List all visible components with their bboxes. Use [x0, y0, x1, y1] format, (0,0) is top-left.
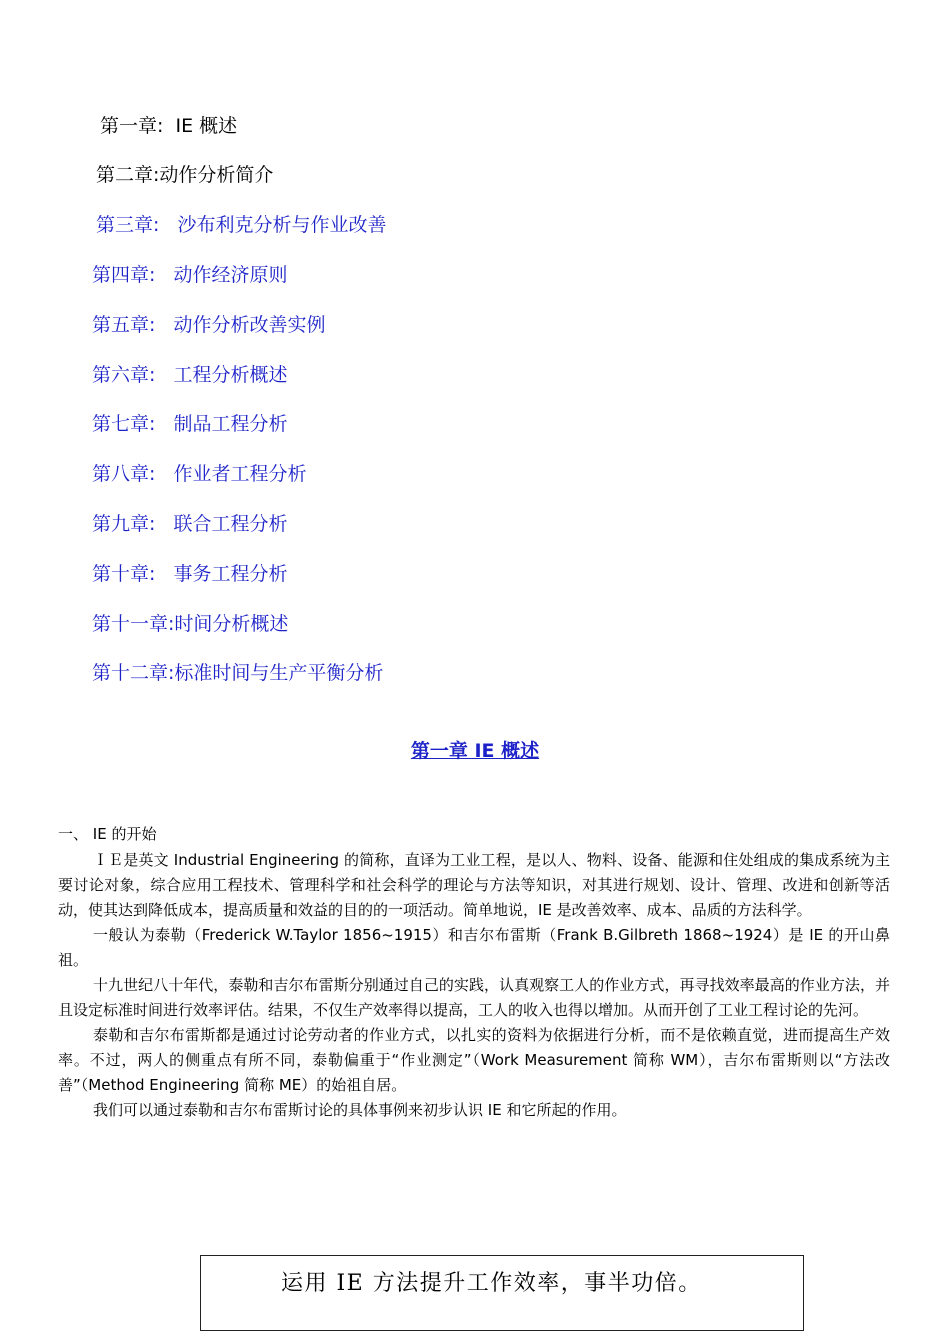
- paragraph-4: 泰勒和吉尔布雷斯都是通过讨论劳动者的作业方式，以扎实的资料为依据进行分析，而不是依赖直觉，进而提高生产效率。不过，两人的侧重点有所不同，泰勒偏重于“作业测定”（Work Measurement 简称 WM），吉尔布雷斯则以“方法改善”（Method Engineering 简称 ME）的始祖自居。: [58, 1026, 890, 1094]
- callout-text: 运用 IE 方法提升工作效率，事半功倍。: [281, 1271, 702, 1296]
- toc-item-chapter-3[interactable]: 第三章: 沙布利克分析与作业改善: [96, 214, 387, 236]
- toc-item-chapter-5[interactable]: 第五章: 动作分析改善实例: [92, 314, 326, 336]
- body-text: [58, 848, 890, 1123]
- paragraph-2: 一般认为泰勒（Frederick W.Taylor 1856~1915）和吉尔布雷斯（Frank B.Gilbreth 1868~1924）是 IE 的开山鼻祖。: [58, 926, 890, 969]
- callout-box: [200, 1255, 804, 1331]
- toc-item-chapter-4[interactable]: 第四章: 动作经济原则: [92, 264, 288, 286]
- toc-item-chapter-11[interactable]: 第十一章:时间分析概述: [92, 613, 289, 635]
- toc-item-chapter-8[interactable]: 第八章: 作业者工程分析: [92, 463, 307, 485]
- toc-item-chapter-7[interactable]: 第七章: 制品工程分析: [92, 413, 288, 435]
- toc-item-chapter-10[interactable]: 第十章: 事务工程分析: [92, 563, 288, 585]
- paragraph-5: 我们可以通过泰勒和吉尔布雷斯讨论的具体事例来初步认识 IE 和它所起的作用。: [93, 1101, 627, 1119]
- paragraph-3: 十九世纪八十年代，泰勒和吉尔布雷斯分别通过自己的实践，认真观察工人的作业方式，再寻找效率最高的作业方法，并且设定标准时间进行效率评估。结果，不仅生产效率得以提高，工人的收入也得以增加。从而开创了工业工程讨论的先河。: [58, 976, 890, 1019]
- toc-item-chapter-6[interactable]: 第六章: 工程分析概述: [92, 364, 288, 386]
- toc-item-chapter-1[interactable]: 第一章: IE 概述: [100, 115, 238, 137]
- section-heading: 一、 IE 的开始: [58, 825, 157, 843]
- toc-item-chapter-9[interactable]: 第九章: 联合工程分析: [92, 513, 288, 535]
- toc-item-chapter-2[interactable]: 第二章:动作分析简介: [96, 164, 274, 186]
- paragraph-1: ＩＥ是英文 Industrial Engineering 的简称，直译为工业工程，是以人、物料、设备、能源和住处组成的集成系统为主要讨论对象，综合应用工程技术、管理科学和社会科学的理论与方法等知识，对其进行规划、设计、管理、改进和创新等活动，使其达到降低成本，提高质量和效益的目的的一项活动。简单地说，IE 是改善效率、成本、品质的方法科学。: [58, 851, 890, 919]
- chapter-title[interactable]: 第一章 IE 概述: [410, 740, 540, 762]
- toc-item-chapter-12[interactable]: 第十二章:标准时间与生产平衡分析: [92, 662, 384, 684]
